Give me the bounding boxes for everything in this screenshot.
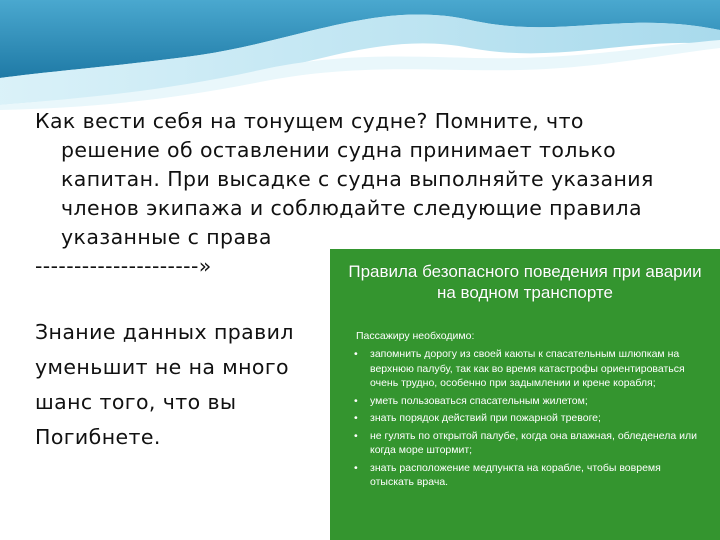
bullet-icon: •	[354, 348, 358, 360]
bullet-icon: •	[354, 461, 358, 474]
conclusion-line: Знание данных правил	[35, 320, 294, 344]
list-item: • знать расположение медпункта на корабле, чтобы вовремя отыскать врача.	[354, 461, 661, 488]
dashes-line: ---------------------»	[35, 254, 212, 278]
bullet-icon: •	[354, 412, 358, 424]
conclusion-line: шанс того, что вы	[35, 390, 237, 414]
panel-intro: Пассажиру необходимо:	[356, 330, 475, 342]
panel-title: Правила безопасного поведения при аварии на водном транспорте	[348, 262, 702, 302]
wave-decoration	[0, 0, 720, 110]
conclusion-line: Погибнете.	[35, 425, 161, 449]
bullet-icon: •	[354, 394, 358, 407]
rules-list	[330, 347, 720, 490]
list-item: • не гулять по открытой палубе, когда она влажная, обледенела или когда море штормит;	[354, 429, 697, 456]
intro-paragraph: Как вести себя на тонущем судне? Помните, что решение об оставлении судна принимает только капитан. При высадке с судна выполняйте указания членов экипажа и соблюдайте следующие правила указанные с права	[35, 109, 654, 249]
conclusion-line: уменьшит не на много	[35, 355, 289, 379]
list-item: • знать порядок действий при пожарной тревоге;	[354, 412, 601, 424]
bullet-icon: •	[354, 429, 358, 442]
list-item: • запомнить дорогу из своей каюты к спасательным шлюпкам на верхнюю палубу, так как во время катастрофы ориентироваться очень трудно, особенно при задымлении и крене корабля;	[354, 348, 685, 389]
list-item: • уметь пользоваться спасательным жилетом;	[354, 394, 588, 407]
conclusion-text	[35, 315, 294, 455]
rules-panel	[330, 249, 720, 540]
